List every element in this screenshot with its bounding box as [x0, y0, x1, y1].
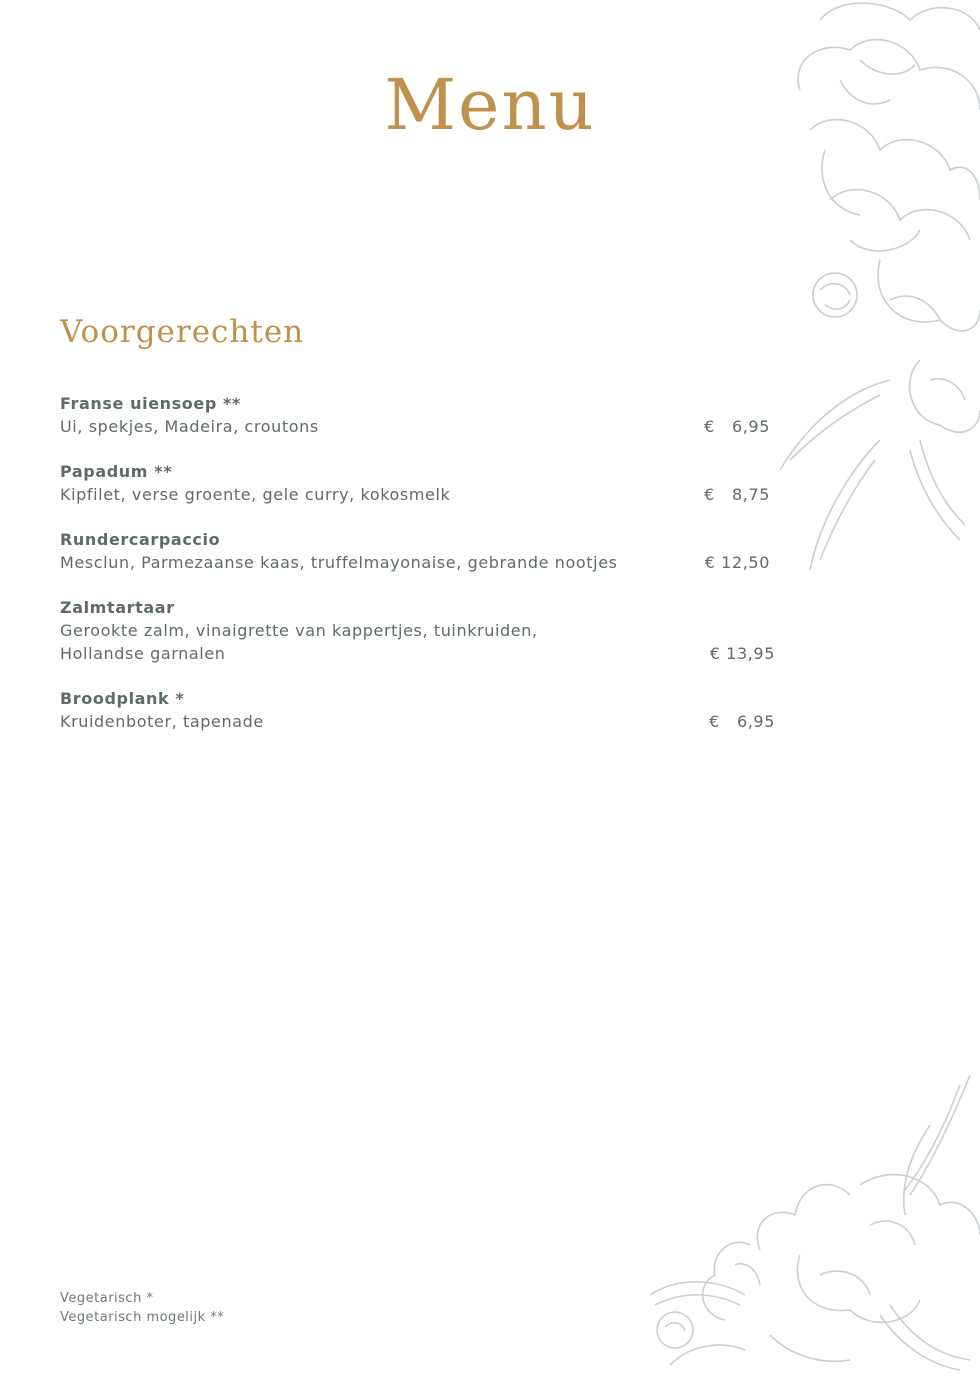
- menu-item-description: Kruidenboter, tapenade: [60, 712, 264, 731]
- menu-item-description: Kipfilet, verse groente, gele curry, kokosmelk: [60, 485, 451, 504]
- menu-item-price: € 13,95: [709, 644, 775, 663]
- menu-item-name: Zalmtartaar: [60, 598, 175, 617]
- menu-item: [60, 687, 780, 733]
- menu-item-price: € 12,50: [704, 553, 770, 572]
- menu-item-description: Mesclun, Parmezaanse kaas, truffelmayonaise, gebrande nootjes: [60, 553, 618, 572]
- floral-decoration-bottom: [650, 1065, 980, 1385]
- menu-item-description-line: Gerookte zalm, vinaigrette van kappertjes, tuinkruiden,: [60, 621, 538, 640]
- menu-item-name: Papadum **: [60, 462, 173, 481]
- menu-item-price: € 6,95: [709, 712, 775, 731]
- menu-item-description: Ui, spekjes, Madeira, croutons: [60, 417, 319, 436]
- dietary-legend: [60, 1289, 224, 1327]
- menu-item: [60, 596, 780, 665]
- menu-item-description-line: Hollandse garnalen: [60, 644, 226, 663]
- menu-item: [60, 460, 780, 506]
- page-title: Menu: [384, 64, 596, 146]
- menu-item-price: € 6,95: [704, 417, 770, 436]
- menu-item-price: € 8,75: [704, 485, 770, 504]
- menu-item-name: Broodplank *: [60, 689, 185, 708]
- menu-item: [60, 392, 780, 438]
- legend-vegetarian: Vegetarisch *: [60, 1291, 154, 1306]
- section-title: Voorgerechten: [60, 314, 305, 350]
- menu-item-name: Rundercarpaccio: [60, 530, 221, 549]
- legend-vegetarian-possible: Vegetarisch mogelijk **: [60, 1310, 225, 1325]
- menu-item-name: Franse uiensoep **: [60, 394, 241, 413]
- menu-item: [60, 528, 780, 574]
